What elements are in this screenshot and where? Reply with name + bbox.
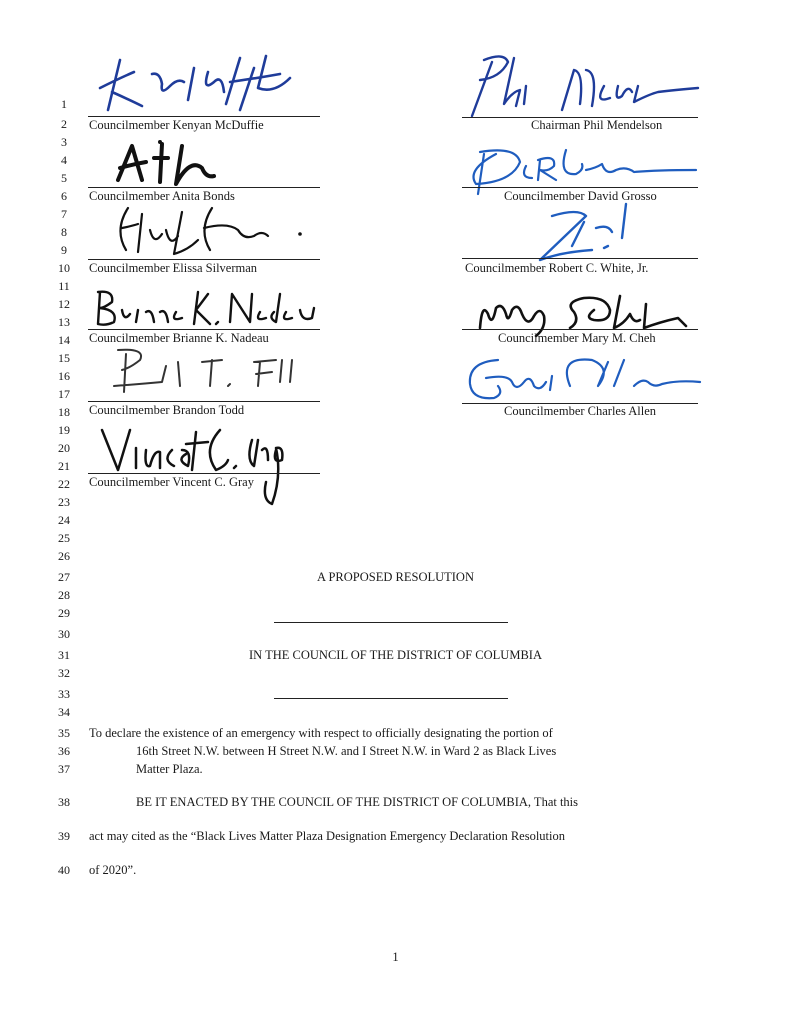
title-rule <box>274 698 508 699</box>
line-number: 31 <box>58 648 70 662</box>
signatory-name: Councilmember David Grosso <box>504 189 657 203</box>
signatory-name: Councilmember Anita Bonds <box>89 189 235 203</box>
line-number: 30 <box>58 627 70 641</box>
line-number: 2 <box>61 117 67 131</box>
signature-allen <box>458 352 704 408</box>
line-number: 25 <box>58 531 70 545</box>
line-number: 37 <box>58 762 70 776</box>
line-number: 10 <box>58 261 70 275</box>
signature-line <box>462 187 698 188</box>
signature-gray <box>96 420 296 512</box>
signature-line <box>462 258 698 259</box>
line-number: 34 <box>58 705 70 719</box>
line-number: 32 <box>58 666 70 680</box>
line-number: 1 <box>61 97 67 111</box>
line-number: 7 <box>61 207 67 221</box>
signatory-name: Councilmember Charles Allen <box>504 404 657 418</box>
line-number: 11 <box>58 279 70 293</box>
signatory-name: Chairman Phil Mendelson <box>531 118 663 132</box>
signature-mendelson <box>454 48 704 122</box>
line-number: 14 <box>58 333 70 347</box>
line-number: 3 <box>61 135 67 149</box>
line-number: 24 <box>58 513 70 527</box>
line-number: 20 <box>58 441 70 455</box>
line-number: 22 <box>58 477 70 491</box>
line-number: 35 <box>58 726 70 740</box>
enacting-line: BE IT ENACTED BY THE COUNCIL OF THE DISTRICT OF COLUMBIA, That this <box>136 795 579 809</box>
line-number: 29 <box>58 606 70 620</box>
signature-white <box>512 198 642 270</box>
title-rule <box>274 622 508 623</box>
line-number: 17 <box>58 387 70 401</box>
signatory-name: Councilmember Brianne K. Nadeau <box>89 331 269 345</box>
enacting-line: act may cited as the “Black Lives Matter Plaza Designation Emergency Declaration Resolution <box>89 829 565 843</box>
line-number: 4 <box>61 153 67 167</box>
signatory-name: Councilmember Elissa Silverman <box>89 261 258 275</box>
signature-mcduffie <box>90 48 300 118</box>
line-number: 28 <box>58 588 70 602</box>
line-number: 27 <box>58 570 70 584</box>
line-number: 6 <box>61 189 67 203</box>
line-number: 21 <box>58 459 70 473</box>
signature-line <box>462 329 698 330</box>
signature-line <box>88 473 320 474</box>
signature-line <box>88 116 320 117</box>
line-number: 18 <box>58 405 70 419</box>
line-number: 36 <box>58 744 70 758</box>
line-number: 40 <box>58 863 70 877</box>
signature-line <box>88 187 320 188</box>
line-number: 12 <box>58 297 70 311</box>
line-number: 33 <box>58 687 70 701</box>
signature-silverman <box>108 200 308 260</box>
council-heading: IN THE COUNCIL OF THE DISTRICT OF COLUMBIA <box>249 648 542 662</box>
line-number: 38 <box>58 795 70 809</box>
signatory-name: Councilmember Kenyan McDuffie <box>89 118 264 132</box>
line-number: 8 <box>61 225 67 239</box>
signature-bonds <box>110 138 250 190</box>
line-number: 26 <box>58 549 70 563</box>
signatory-name: Councilmember Robert C. White, Jr. <box>465 261 649 275</box>
line-number: 15 <box>58 351 70 365</box>
signatory-name: Councilmember Mary M. Cheh <box>498 331 656 345</box>
line-number: 39 <box>58 829 70 843</box>
line-number: 23 <box>58 495 70 509</box>
signature-todd <box>110 342 300 400</box>
signatory-name: Councilmember Brandon Todd <box>89 403 245 417</box>
line-number: 9 <box>61 243 67 257</box>
line-number: 13 <box>58 315 70 329</box>
resolution-heading: A PROPOSED RESOLUTION <box>317 570 474 584</box>
signatory-name: Councilmember Vincent C. Gray <box>89 475 254 489</box>
purpose-line: Matter Plaza. <box>136 762 203 776</box>
signature-line <box>88 259 320 260</box>
purpose-line: 16th Street N.W. between H Street N.W. and I Street N.W. in Ward 2 as Black Lives <box>136 744 557 758</box>
line-number: 5 <box>61 171 67 185</box>
line-number: 16 <box>58 369 70 383</box>
signature-line <box>88 401 320 402</box>
line-number: 19 <box>58 423 70 437</box>
purpose-line: To declare the existence of an emergency with respect to officially designating the portion of <box>89 726 553 740</box>
enacting-line: of 2020”. <box>89 863 137 877</box>
page-number: 1 <box>392 950 399 964</box>
signature-line <box>88 329 320 330</box>
signature-nadeau <box>90 284 330 330</box>
